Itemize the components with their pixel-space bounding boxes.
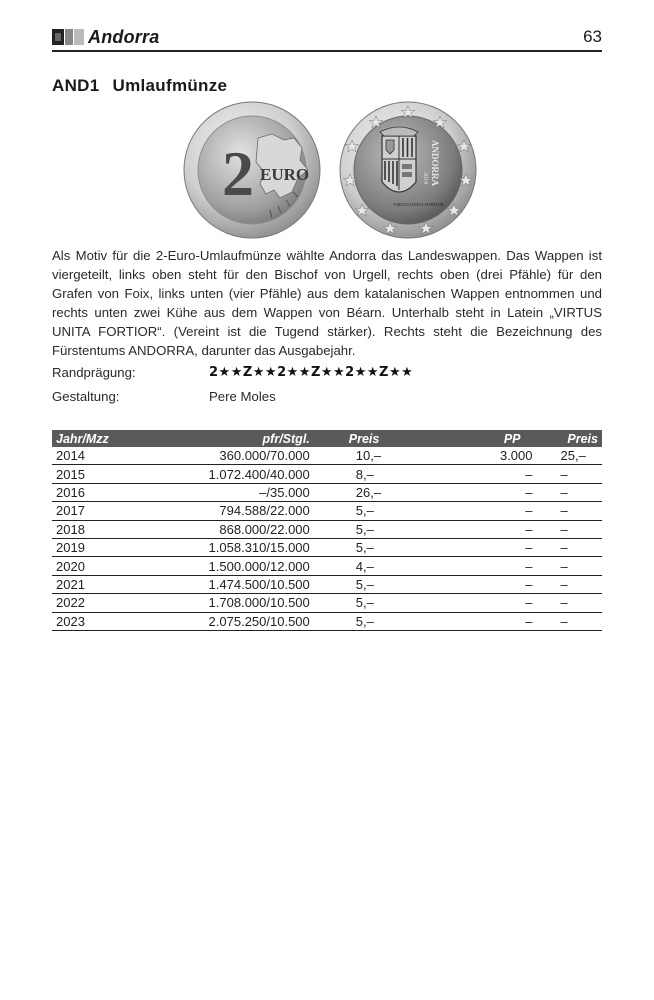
cell-proof: – [439, 520, 537, 538]
cell-year: 2020 [52, 557, 127, 575]
cell-price: 8,– [314, 465, 439, 483]
cell-year: 2016 [52, 483, 127, 501]
cell-year: 2014 [52, 447, 127, 465]
cell-proof-price: – [537, 520, 602, 538]
cell-price: 5,– [314, 594, 439, 612]
cell-proof-price: – [537, 465, 602, 483]
mintage-price-table [52, 430, 602, 631]
cell-proof: – [439, 594, 537, 612]
cell-year: 2015 [52, 465, 127, 483]
cell-proof-price: – [537, 483, 602, 501]
cell-mintage: –/35.000 [127, 483, 314, 501]
edge-inscription-row [52, 365, 602, 383]
edge-inscription: 2★★Z★★2★★Z★★2★★Z★★ [209, 365, 414, 380]
svg-text:2014: 2014 [422, 172, 428, 184]
cell-proof-price: – [537, 575, 602, 593]
cell-price: 5,– [314, 612, 439, 630]
cell-price: 5,– [314, 520, 439, 538]
cell-proof: – [439, 483, 537, 501]
cell-mintage: 360.000/70.000 [127, 447, 314, 465]
svg-text:VIRTUS UNITA FORTIOR: VIRTUS UNITA FORTIOR [393, 202, 444, 207]
cell-proof-price: – [537, 594, 602, 612]
table-body [52, 447, 602, 630]
cell-mintage: 1.708.000/10.500 [127, 594, 314, 612]
running-header [52, 28, 602, 50]
cell-year: 2023 [52, 612, 127, 630]
cell-proof-price: 25,– [537, 447, 602, 465]
catalog-code: AND1 [52, 76, 100, 95]
catalog-logo-icon [52, 29, 84, 45]
cell-mintage: 1.500.000/12.000 [127, 557, 314, 575]
section-heading [52, 76, 227, 96]
cell-year: 2018 [52, 520, 127, 538]
cell-price: 26,– [314, 483, 439, 501]
cell-proof: – [439, 538, 537, 556]
two-euro-common-side-icon [184, 102, 320, 238]
cell-price: 5,– [314, 502, 439, 520]
cell-proof-price: – [537, 538, 602, 556]
page-number: 63 [583, 27, 602, 46]
description-paragraph: Als Motiv für die 2-Euro-Umlaufmünze wählte Andorra das Landeswappen. Das Wappen ist viergeteilt, links oben steht für den Bischof von Urgell, rechts oben (drei Pfähle) für den Grafen von Foix, links unten (vier Pfähle) aus dem katalanischen Wappen entnommen und rechts unten zwei Kühe aus dem Wappen von Béarn. Unterhalb steht in Latein „VIRTUS UNITA FORTIOR“. (Vereint ist die Tugend stärker). Rechts steht die Bezeichnung des Fürstentums ANDORRA, darunter das Ausgabejahr. [52, 248, 602, 358]
svg-text:EURO: EURO [260, 165, 310, 184]
table-row [52, 575, 602, 593]
cell-year: 2017 [52, 502, 127, 520]
table-row [52, 502, 602, 520]
cell-mintage: 1.474.500/10.500 [127, 575, 314, 593]
section-title: Umlaufmünze [112, 76, 228, 95]
cell-mintage: 794.588/22.000 [127, 502, 314, 520]
cell-year: 2021 [52, 575, 127, 593]
cell-price: 4,– [314, 557, 439, 575]
table-row [52, 594, 602, 612]
edge-label: Randprägung: [52, 365, 136, 380]
cell-mintage: 1.058.310/15.000 [127, 538, 314, 556]
coin-images [180, 100, 480, 240]
cell-price: 10,– [314, 447, 439, 465]
design-label: Gestaltung: [52, 389, 120, 404]
cell-proof-price: – [537, 557, 602, 575]
cell-mintage: 1.072.400/40.000 [127, 465, 314, 483]
andorra-coat-of-arms-icon [340, 102, 476, 238]
designer-name: Pere Moles [209, 389, 276, 404]
table-header-row [52, 430, 602, 447]
table-row [52, 557, 602, 575]
cell-mintage: 868.000/22.000 [127, 520, 314, 538]
header-price: Preis [348, 431, 380, 446]
header-mintage: pfr/Stgl. [262, 431, 310, 446]
header-proof-price: Preis [567, 431, 598, 446]
table-row [52, 612, 602, 630]
svg-text:ANDORRA: ANDORRA [430, 140, 440, 186]
cell-proof: – [439, 575, 537, 593]
cell-year: 2022 [52, 594, 127, 612]
designer-row [52, 389, 602, 407]
cell-proof: – [439, 465, 537, 483]
header-proof: PP [503, 431, 521, 446]
cell-proof-price: – [537, 502, 602, 520]
table-row [52, 465, 602, 483]
header-year-mint: Jahr/Mzz [56, 431, 109, 446]
country-title: Andorra [88, 27, 160, 47]
cell-proof: – [439, 557, 537, 575]
cell-year: 2019 [52, 538, 127, 556]
table-row [52, 447, 602, 465]
cell-proof: – [439, 612, 537, 630]
svg-text:2: 2 [222, 138, 254, 209]
cell-price: 5,– [314, 575, 439, 593]
table-row [52, 483, 602, 501]
header-divider [52, 50, 602, 52]
table-row [52, 520, 602, 538]
cell-price: 5,– [314, 538, 439, 556]
cell-proof: 3.000 [439, 447, 537, 465]
cell-mintage: 2.075.250/10.500 [127, 612, 314, 630]
cell-proof-price: – [537, 612, 602, 630]
cell-proof: – [439, 502, 537, 520]
table-row [52, 538, 602, 556]
